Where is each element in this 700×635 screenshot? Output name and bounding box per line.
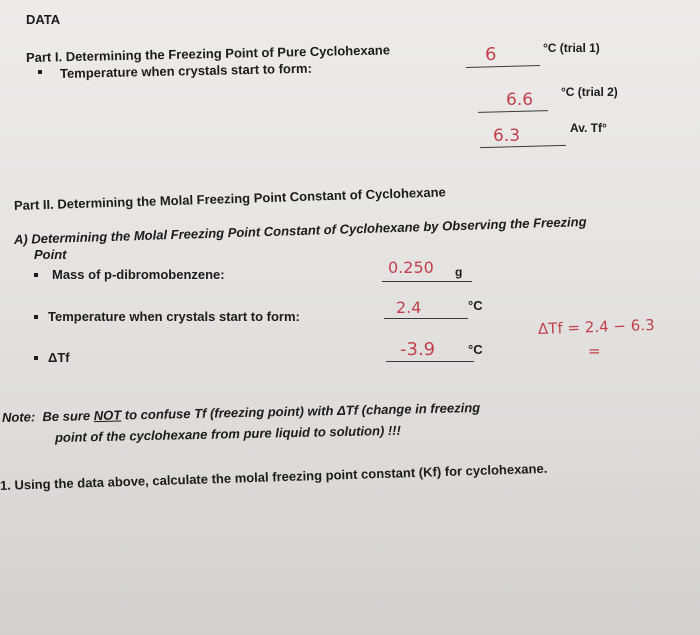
data-title: DATA xyxy=(26,12,61,27)
bullet-marker xyxy=(34,273,38,277)
average-label: Av. Tf° xyxy=(570,121,607,135)
delta-tf-label: ΔTf xyxy=(48,350,70,365)
trial2-unit: °C (trial 2) xyxy=(561,85,618,99)
bullet-marker xyxy=(34,356,38,360)
part1-bullet-text: Temperature when crystals start to form: xyxy=(59,60,312,81)
temperature-unit: °C xyxy=(468,298,483,313)
delta-tf-value: -3.9 xyxy=(400,339,436,360)
delta-tf-unit: °C xyxy=(468,342,483,357)
part2-subheading: A) Determining the Molal Freezing Point Constant of Cyclohexane by Observing the Freezing xyxy=(13,214,587,247)
trial2-blank xyxy=(478,110,548,113)
trial1-blank xyxy=(466,65,540,68)
bullet-marker xyxy=(34,315,38,319)
side-calculation-equals: = xyxy=(588,342,601,360)
note-line1: Note: Be sure NOT to confuse Tf (freezing point) with ΔTf (change in freezing xyxy=(1,399,481,425)
temperature-blank xyxy=(384,318,468,319)
note-line2: point of the cyclohexane from pure liquid to solution) !!! xyxy=(54,422,402,445)
mass-label: Mass of p-dibromobenzene: xyxy=(52,267,225,282)
delta-tf-blank xyxy=(386,361,474,362)
not-emphasis: NOT xyxy=(93,407,122,424)
trial1-value: 6 xyxy=(485,44,497,65)
mass-blank xyxy=(382,281,472,282)
side-calculation: ΔTf = 2.4 − 6.3 xyxy=(537,315,655,338)
trial1-unit: °C (trial 1) xyxy=(543,41,600,55)
temperature-label: Temperature when crystals start to form: xyxy=(48,309,300,324)
trial2-value: 6.6 xyxy=(506,90,534,110)
question-1: 1. Using the data above, calculate the molal freezing point constant (Kf) for cyclohexane. xyxy=(0,460,548,493)
part2-heading: Part II. Determining the Molal Freezing Point Constant of Cyclohexane xyxy=(13,184,446,213)
mass-unit: g xyxy=(455,265,463,279)
bullet-marker xyxy=(38,70,42,74)
mass-value: 0.250 xyxy=(388,258,434,277)
temperature-value: 2.4 xyxy=(396,298,422,317)
part1-heading: Part I. Determining the Freezing Point of Pure Cyclohexane xyxy=(25,42,391,65)
average-value: 6.3 xyxy=(493,126,521,146)
part2-subheading-line2: Point xyxy=(34,247,67,262)
